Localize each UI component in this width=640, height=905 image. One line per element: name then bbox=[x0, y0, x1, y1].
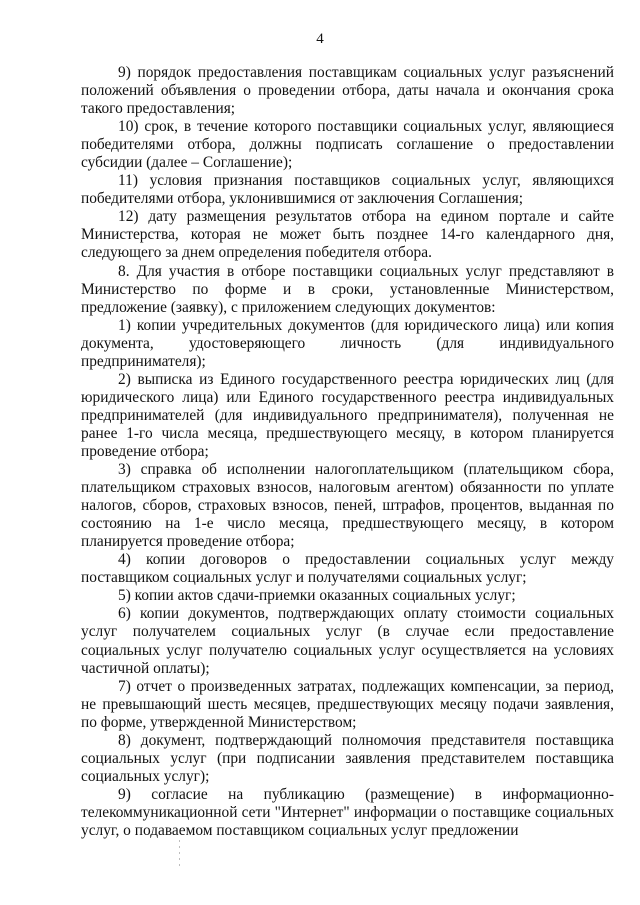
paragraph-doc-3-tax-certificate: 3) справка об исполнении налогоплательщиком (плательщиком сбора, плательщиком страховых взносов, налоговым агентом) обязанности по уплате налогов, сборов, страховых взносов, пеней, штрафов, процентов, выданная по состоянию на 1-е число месяца, предшествующего месяцу, в котором планируется проведение отбора; bbox=[81, 461, 614, 551]
paragraph-item-10-agreement-deadline: 10) срок, в течение которого поставщики социальных услуг, являющиеся победителями отбора, должны подписать соглашение о предоставлении субсидии (далее – Соглашение); bbox=[81, 118, 614, 172]
paragraph-doc-2-registry-extract: 2) выписка из Единого государственного реестра юридических лиц (для юридического лица) или Единого государственного реестра индивидуальных предпринимателей (для индивидуального предпринимателя), полученная не ранее 1-го числа месяца, предшествующего месяцу, в котором планируется проведение отбора; bbox=[81, 370, 614, 460]
paragraph-doc-7-expense-report: 7) отчет о произведенных затратах, подлежащих компенсации, за период, не превышающий шесть месяцев, предшествующих месяцу подачи заявления, по форме, утвержденной Министерством; bbox=[81, 677, 614, 731]
document-body bbox=[81, 64, 614, 840]
paragraph-item-12-results-date: 12) дату размещения результатов отбора на едином портале и сайте Министерства, которая не может быть позднее 14-го календарного дня, следующего за днем определения победителя отбора. bbox=[81, 208, 614, 262]
paragraph-doc-6-payment-documents: 6) копии документов, подтверждающих оплату стоимости социальных услуг получателем социальных услуг (в случае если предоставление социальных услуг получателю социальных услуг осуществляется на условиях частичной оплаты); bbox=[81, 605, 614, 677]
paragraph-doc-5-acceptance-acts: 5) копии актов сдачи-приемки оказанных социальных услуг; bbox=[118, 587, 516, 605]
paragraph-section-8-participation: 8. Для участия в отборе поставщики социальных услуг представляют в Министерство по форме и в сроки, установленные Министерством, предложение (заявку), с приложением следующих документов: bbox=[81, 262, 614, 316]
paragraph-doc-8-authority-document: 8) документ, подтверждающий полномочия представителя поставщика социальных услуг (при подписании заявления представителем поставщика социальных услуг); bbox=[81, 731, 614, 785]
paragraph-doc-1-founding-documents: 1) копии учредительных документов (для юридического лица) или копия документа, удостоверяющего личность (для индивидуального предпринимателя); bbox=[81, 316, 614, 370]
paragraph-item-9-clarifications: 9) порядок предоставления поставщикам социальных услуг разъяснений положений объявления о проведении отбора, даты начала и окончания срока такого предоставления; bbox=[81, 64, 614, 118]
scan-artifact-line bbox=[179, 840, 180, 870]
paragraph-doc-4-service-contracts: 4) копии договоров о предоставлении социальных услуг между поставщиком социальных услуг и получателями социальных услуг; bbox=[81, 551, 614, 587]
page-number: 4 bbox=[316, 31, 324, 47]
paragraph-doc-9-publication-consent: 9) согласие на публикацию (размещение) в информационно-телекоммуникационной сети "Интернет" информации о поставщике социальных услуг, о подаваемом поставщиком социальных услуг предложении bbox=[81, 785, 614, 839]
paragraph-item-11-evasion-conditions: 11) условия признания поставщиков социальных услуг, являющихся победителями отбора, уклонившимися от заключения Соглашения; bbox=[81, 172, 614, 208]
